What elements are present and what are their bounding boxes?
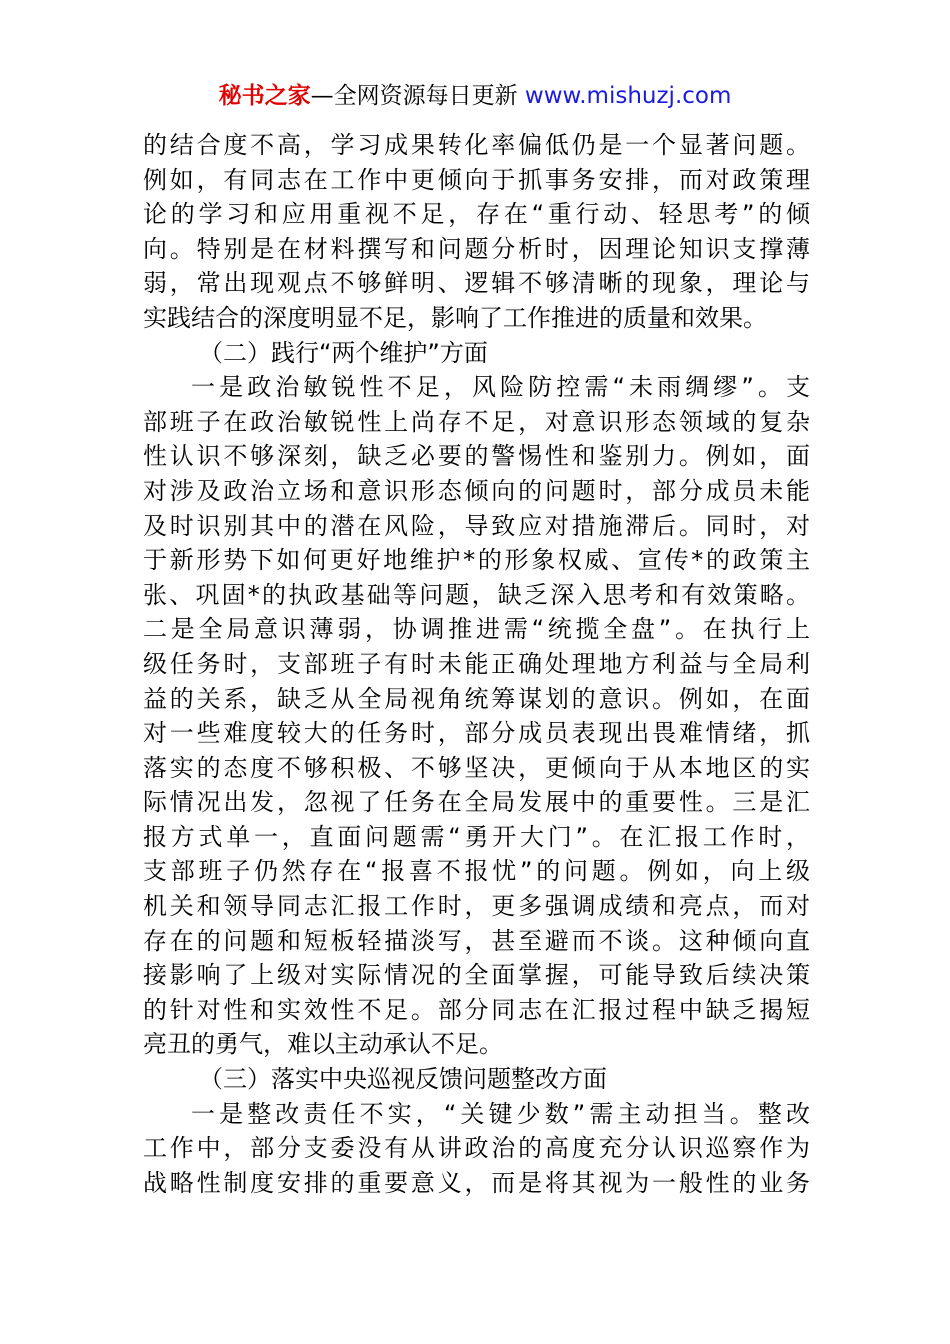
- site-header: [0, 78, 950, 114]
- text-line: 及时识别其中的潜在风险，导致应对措施滞后。同时，对: [143, 511, 810, 540]
- text-line: 的针对性和实效性不足。部分同志在汇报过程中缺乏揭短: [143, 995, 810, 1024]
- text-line: 的结合度不高，学习成果转化率偏低仍是一个显著问题。: [143, 131, 810, 159]
- text-line: 于新形势下如何更好地维护*的形象权威、宣传*的政策主: [143, 546, 810, 575]
- site-brand: 秘书之家: [218, 83, 311, 109]
- text-line: 际情况出发，忽视了任务在全局发展中的重要性。三是汇: [143, 788, 810, 817]
- text-line: 性认识不够深刻，缺乏必要的警惕性和鉴别力。例如，面: [143, 442, 810, 471]
- text-line: 张、巩固*的执政基础等问题，缺乏深入思考和有效策略。: [143, 580, 810, 609]
- text-line: 工作中，部分支委没有从讲政治的高度充分认识巡察作为: [143, 1134, 810, 1163]
- section-heading: （三）落实中央巡视反馈问题整改方面: [199, 1065, 607, 1094]
- section-heading: （二）践行“两个维护”方面: [199, 338, 488, 367]
- text-line: 一是政治敏锐性不足，风险防控需“未雨绸缪”。支: [191, 373, 810, 402]
- text-line: 报方式单一，直面问题需“勇开大门”。在汇报工作时，: [143, 822, 810, 851]
- text-line: 对一些难度较大的任务时，部分成员表现出畏难情绪，抓: [143, 719, 810, 748]
- text-line: 二是全局意识薄弱，协调推进需“统揽全盘”。在执行上: [143, 615, 810, 644]
- text-line: 级任务时，支部班子有时未能正确处理地方利益与全局利: [143, 649, 810, 678]
- text-line: 落实的态度不够积极、不够坚决，更倾向于从本地区的实: [143, 753, 810, 782]
- text-line: 例如，有同志在工作中更倾向于抓事务安排，而对政策理: [143, 165, 810, 194]
- text-line: 战略性制度安排的重要意义，而是将其视为一般性的业务: [143, 1168, 810, 1197]
- site-tagline: —全网资源每日更新: [310, 83, 525, 109]
- text-line: 实践结合的深度明显不足，影响了工作推进的质量和效果。: [143, 303, 767, 332]
- text-line: 论的学习和应用重视不足，存在“重行动、轻思考”的倾: [143, 200, 810, 229]
- text-line: 机关和领导同志汇报工作时，更多强调成绩和亮点，而对: [143, 892, 810, 921]
- text-line: 存在的问题和短板轻描淡写，甚至避而不谈。这种倾向直: [143, 926, 810, 955]
- text-line: 弱，常出现观点不够鲜明、逻辑不够清晰的现象，理论与: [143, 269, 810, 298]
- text-line: 接影响了上级对实际情况的全面掌握，可能导致后续决策: [143, 961, 810, 990]
- text-line: 支部班子仍然存在“报喜不报忧”的问题。例如，向上级: [143, 857, 810, 886]
- text-line: 益的关系，缺乏从全局视角统筹谋划的意识。例如，在面: [143, 684, 810, 713]
- site-url[interactable]: www.mishuzj.com: [524, 83, 732, 109]
- text-line: 一是整改责任不实，“关键少数”需主动担当。整改: [191, 1099, 810, 1128]
- text-line: 亮丑的勇气，难以主动承认不足。: [143, 1030, 503, 1059]
- text-line: 对涉及政治立场和意识形态倾向的问题时，部分成员未能: [143, 476, 810, 505]
- text-line: 向。特别是在材料撰写和问题分析时，因理论知识支撑薄: [143, 234, 810, 263]
- text-line: 部班子在政治敏锐性上尚存不足，对意识形态领域的复杂: [143, 407, 810, 436]
- document-body: [143, 128, 810, 1200]
